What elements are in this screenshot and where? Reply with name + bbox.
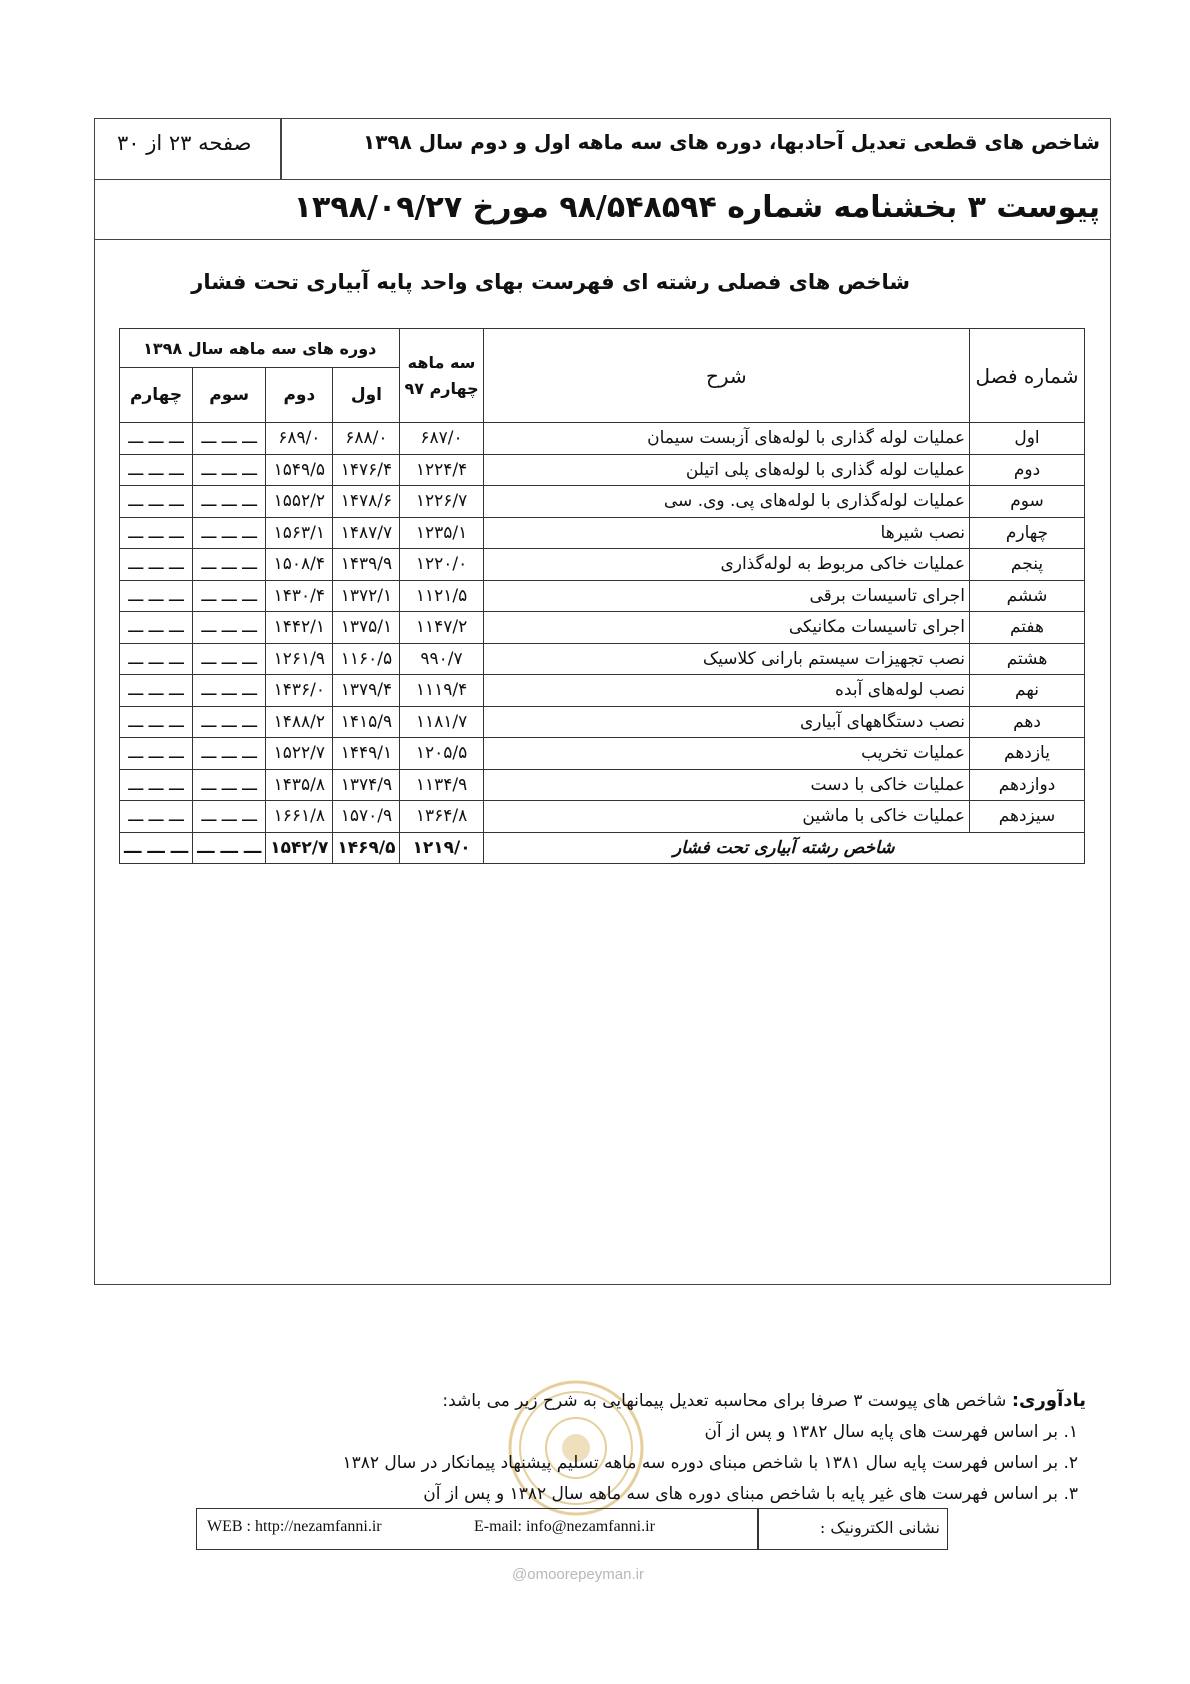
cell-q3: ـــ ـــ ـــ bbox=[193, 454, 266, 486]
cell-description: اجرای تاسیسات مکانیکی bbox=[483, 612, 969, 644]
table-row bbox=[120, 549, 1085, 581]
table-row bbox=[120, 423, 1085, 455]
cell-q3: ـــ ـــ ـــ bbox=[193, 612, 266, 644]
cell-q3: ـــ ـــ ـــ bbox=[193, 486, 266, 518]
cell-chapter: سوم bbox=[970, 486, 1085, 518]
notes-heading: یادآوری: bbox=[1011, 1390, 1086, 1411]
cell-description: عملیات لوله‌گذاری با لوله‌های پی. وی. سی bbox=[483, 486, 969, 518]
cell-q2: ۱۵۶۳/۱ bbox=[266, 517, 333, 549]
table-row bbox=[120, 486, 1085, 518]
cell-q3: ـــ ـــ ـــ bbox=[193, 580, 266, 612]
table-row bbox=[120, 580, 1085, 612]
notes bbox=[126, 1385, 1086, 1510]
cell-q4: ـــ ـــ ـــ bbox=[120, 801, 193, 833]
cell-q3: ـــ ـــ ـــ bbox=[193, 738, 266, 770]
cell-q3: ـــ ـــ ـــ bbox=[193, 675, 266, 707]
cell-chapter: دهم bbox=[970, 706, 1085, 738]
cell-q2: ۱۵۲۲/۷ bbox=[266, 738, 333, 770]
table-title: شاخص های فصلی رشته ای فهرست بهای واحد پایه آبیاری تحت فشار bbox=[191, 270, 910, 294]
header-period-group: دوره های سه ماهه سال ۱۳۹۸ bbox=[120, 329, 400, 368]
cell-chapter: نهم bbox=[970, 675, 1085, 707]
cell-q2: ۱۴۳۵/۸ bbox=[266, 769, 333, 801]
total-row bbox=[120, 832, 1085, 863]
cell-q3: ـــ ـــ ـــ bbox=[193, 769, 266, 801]
total-q4: ـــ ـــ ـــ bbox=[120, 832, 193, 863]
cell-base: ۱۳۶۴/۸ bbox=[400, 801, 483, 833]
cell-description: عملیات خاکی با ماشین bbox=[483, 801, 969, 833]
cell-q1: ۱۳۷۹/۴ bbox=[333, 675, 400, 707]
header-base-period bbox=[400, 329, 483, 423]
cell-q2: ۱۵۵۲/۲ bbox=[266, 486, 333, 518]
cell-chapter: اول bbox=[970, 423, 1085, 455]
cell-chapter: ششم bbox=[970, 580, 1085, 612]
cell-description: عملیات لوله گذاری با لوله‌های آزبست سیمان bbox=[483, 423, 969, 455]
total-q1: ۱۴۶۹/۵ bbox=[333, 832, 400, 863]
circular-title: پیوست ۳ بخشنامه شماره ۹۸/۵۴۸۵۹۴ مورخ ۱۳۹۸/۰۹/۲۷ bbox=[293, 190, 1100, 225]
cell-chapter: سیزدهم bbox=[970, 801, 1085, 833]
cell-q1: ۱۴۸۷/۷ bbox=[333, 517, 400, 549]
cell-q1: ۱۴۱۵/۹ bbox=[333, 706, 400, 738]
cell-chapter: هفتم bbox=[970, 612, 1085, 644]
cell-q2: ۱۵۰۸/۴ bbox=[266, 549, 333, 581]
cell-q1: ۱۳۷۵/۱ bbox=[333, 612, 400, 644]
cell-base: ۱۱۳۴/۹ bbox=[400, 769, 483, 801]
cell-chapter: دوازدهم bbox=[970, 769, 1085, 801]
header-q1: اول bbox=[333, 368, 400, 423]
total-base: ۱۲۱۹/۰ bbox=[400, 832, 483, 863]
cell-q4: ـــ ـــ ـــ bbox=[120, 643, 193, 675]
notes-intro: شاخص های پیوست ۳ صرفا برای محاسبه تعدیل پیمانهایی به شرح زیر می باشد: bbox=[442, 1391, 1007, 1411]
table-row bbox=[120, 769, 1085, 801]
header-description: شرح bbox=[483, 329, 969, 423]
cell-chapter: یازدهم bbox=[970, 738, 1085, 770]
cell-base: ۱۲۳۵/۱ bbox=[400, 517, 483, 549]
table-row bbox=[120, 801, 1085, 833]
header-title: شاخص های قطعی تعدیل آحادبها، دوره های سه ماهه اول و دوم سال ۱۳۹۸ bbox=[363, 130, 1100, 154]
cell-description: نصب تجهیزات سیستم بارانی کلاسیک bbox=[483, 643, 969, 675]
cell-q4: ـــ ـــ ـــ bbox=[120, 738, 193, 770]
header-q2: دوم bbox=[266, 368, 333, 423]
cell-base: ۱۲۲۰/۰ bbox=[400, 549, 483, 581]
cell-q4: ـــ ـــ ـــ bbox=[120, 706, 193, 738]
table-row bbox=[120, 612, 1085, 644]
contact-label: نشانی الکترونیک : bbox=[819, 1518, 940, 1537]
cell-q2: ۱۴۴۲/۱ bbox=[266, 612, 333, 644]
cell-description: نصب دستگاههای آبیاری bbox=[483, 706, 969, 738]
total-q2: ۱۵۴۲/۷ bbox=[266, 832, 333, 863]
cell-base: ۱۲۲۴/۴ bbox=[400, 454, 483, 486]
cell-q2: ۱۴۸۸/۲ bbox=[266, 706, 333, 738]
table-row bbox=[120, 643, 1085, 675]
cell-chapter: چهارم bbox=[970, 517, 1085, 549]
cell-chapter: دوم bbox=[970, 454, 1085, 486]
cell-q1: ۱۱۶۰/۵ bbox=[333, 643, 400, 675]
header-divider bbox=[280, 118, 282, 180]
cell-q3: ـــ ـــ ـــ bbox=[193, 643, 266, 675]
cell-q1: ۱۳۷۲/۱ bbox=[333, 580, 400, 612]
cell-base: ۱۱۴۷/۲ bbox=[400, 612, 483, 644]
note-item: ۱. بر اساس فهرست های پایه سال ۱۳۸۲ و پس از آن bbox=[704, 1422, 1078, 1442]
header-q4: چهارم bbox=[120, 368, 193, 423]
cell-q1: ۱۵۷۰/۹ bbox=[333, 801, 400, 833]
page-number: صفحه ۲۳ از ۳۰ bbox=[117, 131, 252, 155]
cell-base: ۱۱۲۱/۵ bbox=[400, 580, 483, 612]
table-row bbox=[120, 706, 1085, 738]
cell-q4: ـــ ـــ ـــ bbox=[120, 423, 193, 455]
cell-chapter: پنجم bbox=[970, 549, 1085, 581]
cell-q3: ـــ ـــ ـــ bbox=[193, 423, 266, 455]
table-row bbox=[120, 675, 1085, 707]
cell-q2: ۱۲۶۱/۹ bbox=[266, 643, 333, 675]
cell-description: عملیات خاکی مربوط به لوله‌گذاری bbox=[483, 549, 969, 581]
table-row bbox=[120, 517, 1085, 549]
cell-q3: ـــ ـــ ـــ bbox=[193, 517, 266, 549]
cell-description: عملیات لوله گذاری با لوله‌های پلی اتیلن bbox=[483, 454, 969, 486]
table-row bbox=[120, 738, 1085, 770]
cell-q4: ـــ ـــ ـــ bbox=[120, 454, 193, 486]
cell-q2: ۱۶۶۱/۸ bbox=[266, 801, 333, 833]
cell-base: ۶۸۷/۰ bbox=[400, 423, 483, 455]
watermark-text: @omoorepeyman.ir bbox=[512, 1566, 644, 1583]
cell-q2: ۱۵۴۹/۵ bbox=[266, 454, 333, 486]
cell-q4: ـــ ـــ ـــ bbox=[120, 675, 193, 707]
cell-q4: ـــ ـــ ـــ bbox=[120, 580, 193, 612]
cell-q2: ۱۴۳۰/۴ bbox=[266, 580, 333, 612]
cell-q4: ـــ ـــ ـــ bbox=[120, 769, 193, 801]
total-label: شاخص رشته آبیاری تحت فشار bbox=[483, 832, 1084, 863]
cell-q1: ۶۸۸/۰ bbox=[333, 423, 400, 455]
cell-q4: ـــ ـــ ـــ bbox=[120, 549, 193, 581]
cell-description: عملیات تخریب bbox=[483, 738, 969, 770]
contact-web[interactable]: WEB : http://nezamfanni.ir bbox=[207, 1518, 382, 1535]
index-table bbox=[119, 328, 1085, 864]
cell-q4: ـــ ـــ ـــ bbox=[120, 612, 193, 644]
cell-base: ۹۹۰/۷ bbox=[400, 643, 483, 675]
header-q3: سوم bbox=[193, 368, 266, 423]
cell-q1: ۱۳۷۴/۹ bbox=[333, 769, 400, 801]
cell-q3: ـــ ـــ ـــ bbox=[193, 549, 266, 581]
cell-description: نصب لوله‌های آبده bbox=[483, 675, 969, 707]
cell-q2: ۶۸۹/۰ bbox=[266, 423, 333, 455]
notes-intro-line bbox=[126, 1385, 1086, 1417]
cell-q1: ۱۴۴۹/۱ bbox=[333, 738, 400, 770]
header-chapter: شماره فصل bbox=[970, 329, 1085, 423]
note-item: ۲. بر اساس فهرست پایه سال ۱۳۸۱ با شاخص مبنای دوره سه ماهه تسلیم پیشنهاد پیمانکار در سال ۱۳۸۲ bbox=[342, 1453, 1078, 1473]
cell-description: اجرای تاسیسات برقی bbox=[483, 580, 969, 612]
cell-description: نصب شیرها bbox=[483, 517, 969, 549]
cell-base: ۱۱۸۱/۷ bbox=[400, 706, 483, 738]
cell-description: عملیات خاکی با دست bbox=[483, 769, 969, 801]
cell-q1: ۱۴۷۶/۴ bbox=[333, 454, 400, 486]
cell-q2: ۱۴۳۶/۰ bbox=[266, 675, 333, 707]
table-row bbox=[120, 454, 1085, 486]
header-base-line2: چهارم ۹۷ bbox=[404, 378, 479, 398]
contact-email[interactable]: E-mail: info@nezamfanni.ir bbox=[474, 1518, 655, 1535]
total-q3: ـــ ـــ ـــ bbox=[193, 832, 266, 863]
contact-divider bbox=[757, 1508, 759, 1550]
cell-q3: ـــ ـــ ـــ bbox=[193, 801, 266, 833]
cell-q4: ـــ ـــ ـــ bbox=[120, 517, 193, 549]
cell-q1: ۱۴۷۸/۶ bbox=[333, 486, 400, 518]
note-item: ۳. بر اساس فهرست های غیر پایه با شاخص مبنای دوره های سه ماهه سال ۱۳۸۲ و پس از آن bbox=[423, 1484, 1078, 1504]
cell-q1: ۱۴۳۹/۹ bbox=[333, 549, 400, 581]
cell-q4: ـــ ـــ ـــ bbox=[120, 486, 193, 518]
cell-chapter: هشتم bbox=[970, 643, 1085, 675]
header-base-line1: سه ماهه bbox=[407, 352, 476, 372]
cell-q3: ـــ ـــ ـــ bbox=[193, 706, 266, 738]
cell-base: ۱۲۲۶/۷ bbox=[400, 486, 483, 518]
cell-base: ۱۲۰۵/۵ bbox=[400, 738, 483, 770]
cell-base: ۱۱۱۹/۴ bbox=[400, 675, 483, 707]
